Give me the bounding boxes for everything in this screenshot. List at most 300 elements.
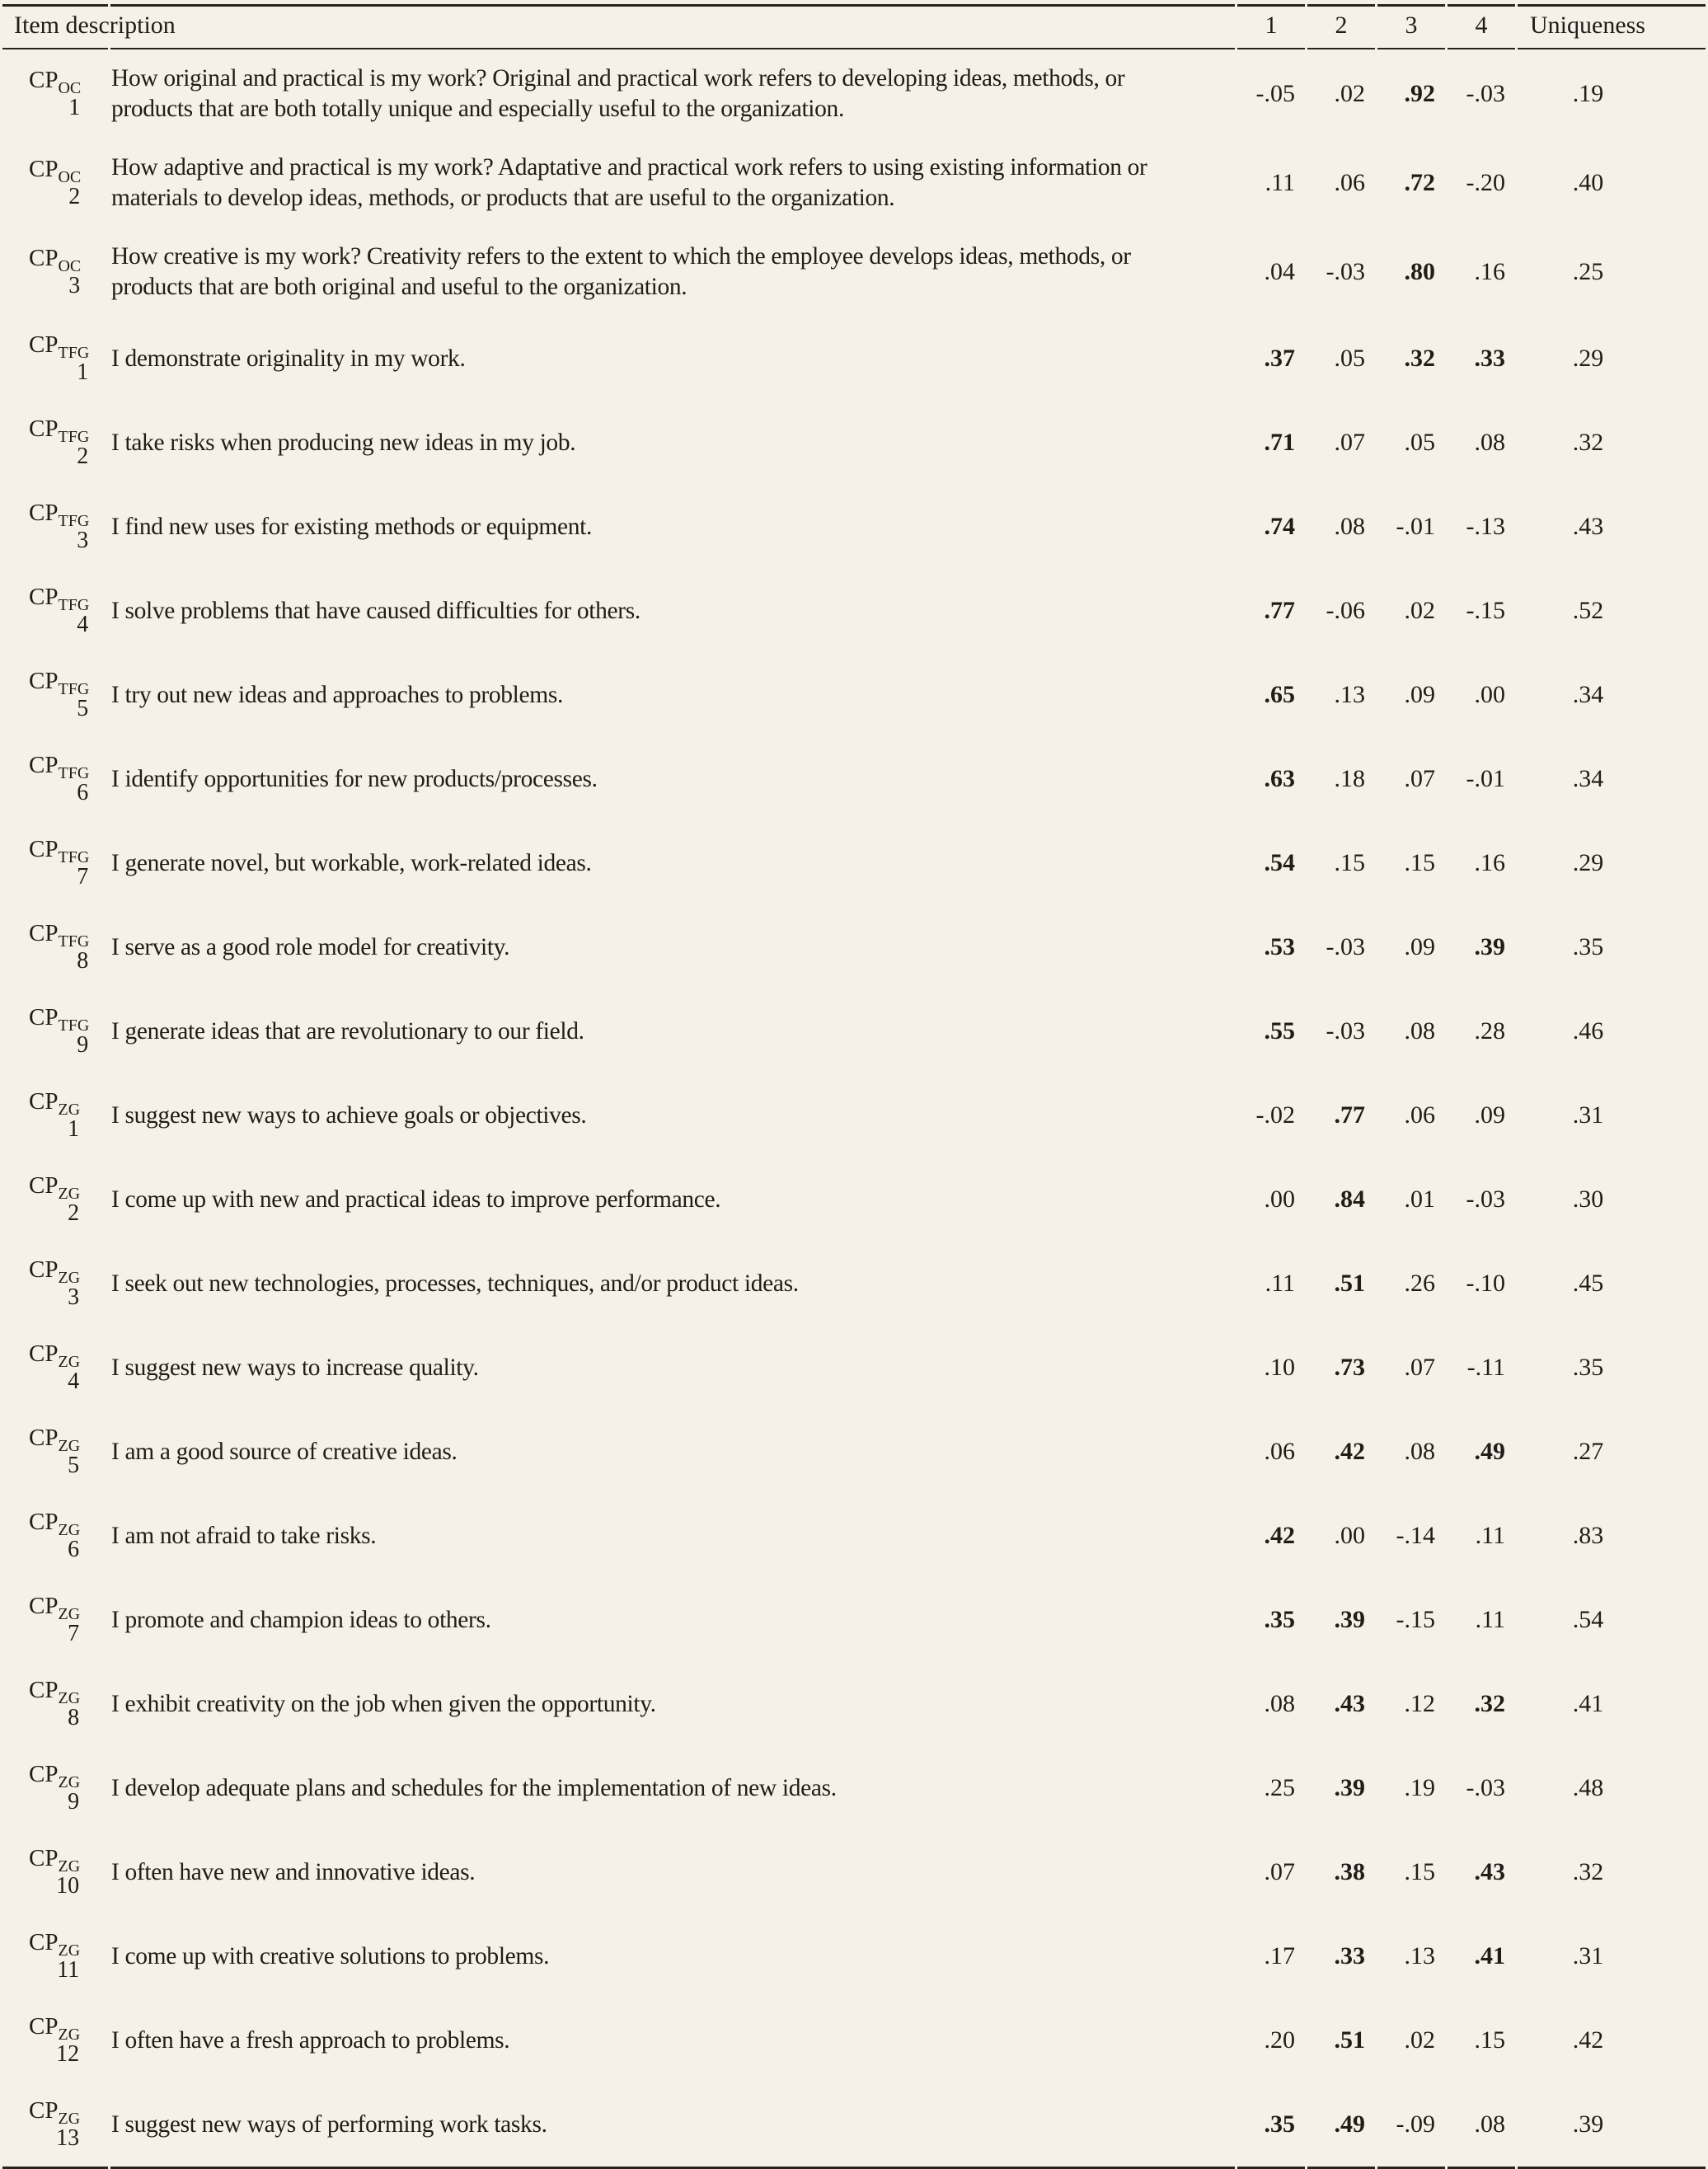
factor-4-loading: .15: [1474, 2026, 1505, 2054]
item-code-label: [29, 1424, 80, 1480]
factor-4-loading: .39: [1474, 933, 1505, 960]
item-code-label: [29, 2096, 80, 2153]
item-code: [2, 1157, 108, 1242]
factor-3-loading: -.15: [1396, 1606, 1435, 1633]
factor-4-loading: -.03: [1466, 1774, 1505, 1801]
item-code-subscript: TFG: [58, 511, 90, 530]
factor-3-loading: .07: [1404, 1354, 1435, 1381]
table-body: [2, 49, 1706, 2169]
factor-4-loading: .16: [1474, 258, 1505, 285]
item-code-prefix: CP: [29, 1509, 59, 1535]
uniqueness-value: .35: [1572, 933, 1604, 960]
item-code: [2, 138, 108, 228]
factor-3-loading: -.01: [1396, 513, 1435, 540]
item-code-prefix: CP: [29, 1340, 59, 1367]
item-description: I find new uses for existing methods or equipment.: [111, 513, 593, 540]
uniqueness-value: .45: [1572, 1270, 1604, 1297]
item-description: I promote and champion ideas to others.: [111, 1606, 491, 1633]
item-code-label: [29, 919, 89, 975]
item-code-label: [29, 1087, 80, 1143]
factor-1-loading: .55: [1264, 1017, 1295, 1045]
factor-2-loading: .33: [1334, 1942, 1365, 1969]
factor-4-loading: -.10: [1466, 1270, 1505, 1297]
factor-4-loading: .49: [1474, 1438, 1505, 1465]
header-factor-1: 1: [1237, 4, 1305, 49]
item-code-subscript: ZG: [58, 1520, 81, 1539]
item-code-label: [29, 1676, 80, 1732]
table-row: [2, 1746, 1706, 1830]
table-row: [2, 1914, 1706, 1998]
item-code: [2, 1998, 108, 2082]
item-code-number: 1: [68, 95, 81, 120]
factor-1-loading: .08: [1264, 1690, 1295, 1717]
item-code-number: 11: [57, 1957, 80, 1983]
item-description: I take risks when producing new ideas in my job.: [111, 429, 576, 456]
table-row: [2, 1157, 1706, 1242]
factor-1-loading: .10: [1264, 1354, 1295, 1381]
item-code-subscript: ZG: [58, 1100, 81, 1119]
item-description: How adaptive and practical is my work? Adaptative and practical work refers to using existing information or materials to develop ideas, methods, or products that are useful to the organization.: [111, 154, 1147, 211]
factor-4-loading: .33: [1474, 345, 1505, 372]
factor-1-loading: .25: [1264, 1774, 1295, 1801]
factor-3-loading: .08: [1404, 1438, 1435, 1465]
table-row: [2, 569, 1706, 653]
table-row: [2, 1662, 1706, 1746]
factor-1-loading: .71: [1264, 429, 1295, 456]
item-description: I suggest new ways to increase quality.: [111, 1354, 479, 1381]
factor-2-loading: .08: [1334, 513, 1365, 540]
item-code-prefix: CP: [29, 500, 59, 526]
item-code-number: 2: [77, 444, 89, 469]
factor-4-loading: .28: [1474, 1017, 1505, 1045]
item-code: [2, 1242, 108, 1326]
item-code-subscript: TFG: [58, 427, 90, 446]
item-code-subscript: TFG: [58, 1016, 90, 1035]
uniqueness-value: .48: [1572, 1774, 1604, 1801]
factor-3-loading: .26: [1404, 1270, 1435, 1297]
factor-4-loading: -.03: [1466, 80, 1505, 107]
item-code-number: 4: [77, 612, 89, 637]
factor-3-loading: -.14: [1396, 1522, 1435, 1549]
header-row: [2, 4, 1706, 49]
item-code: [2, 653, 108, 737]
factor-3-loading: .13: [1404, 1942, 1435, 1969]
item-code: [2, 228, 108, 317]
uniqueness-value: .39: [1518, 2082, 1706, 2169]
factor-1-loading: .65: [1264, 681, 1295, 708]
table-row: [2, 138, 1706, 228]
item-description: I serve as a good role model for creativity.: [111, 933, 510, 960]
factor-3-loading: .07: [1404, 765, 1435, 792]
item-code-number: 9: [77, 1032, 89, 1058]
item-code-label: [29, 1340, 80, 1396]
item-description: I am not afraid to take risks.: [111, 1522, 377, 1549]
uniqueness-value: .35: [1572, 1354, 1604, 1381]
factor-1-loading: .17: [1264, 1942, 1295, 1969]
factor-1-loading: .74: [1264, 513, 1295, 540]
item-code-subscript: ZG: [58, 1604, 81, 1623]
item-description: I come up with new and practical ideas to improve performance.: [111, 1185, 721, 1213]
item-code-number: 7: [68, 1621, 80, 1646]
item-code-prefix: CP: [29, 836, 59, 862]
factor-1-loading: .77: [1264, 597, 1295, 624]
item-code: [2, 1073, 108, 1157]
uniqueness-value: .42: [1572, 2026, 1604, 2054]
item-code-label: [29, 1928, 80, 1984]
uniqueness-value: .32: [1572, 429, 1604, 456]
factor-1-loading: .06: [1264, 1438, 1295, 1465]
uniqueness-value: .34: [1572, 765, 1604, 792]
item-code-subscript: TFG: [58, 679, 90, 698]
factor-1-loading: .11: [1265, 1270, 1295, 1297]
item-code-prefix: CP: [29, 1256, 59, 1283]
item-description: I often have a fresh approach to problems.: [111, 2026, 510, 2054]
factor-1-loading: .07: [1264, 1858, 1295, 1885]
item-description: I generate novel, but workable, work-related ideas.: [111, 849, 592, 876]
factor-2-loading: .05: [1334, 345, 1365, 372]
factor-2-loading: .51: [1334, 2026, 1365, 2054]
item-code-subscript: ZG: [58, 2109, 81, 2128]
item-code-label: [29, 499, 89, 555]
item-code-label: [29, 1256, 80, 1312]
item-code: [2, 1830, 108, 1914]
item-code: [2, 1494, 108, 1578]
table-row: [2, 1830, 1706, 1914]
factor-2-loading: .02: [1334, 80, 1365, 107]
factor-3-loading: .80: [1404, 258, 1435, 285]
item-code-label: [29, 1508, 80, 1564]
item-code-subscript: ZG: [58, 1772, 81, 1791]
item-description: I suggest new ways to achieve goals or objectives.: [111, 1101, 587, 1129]
item-code-subscript: OC: [58, 256, 82, 275]
factor-3-loading: .19: [1404, 1774, 1435, 1801]
item-code-number: 6: [68, 1537, 80, 1562]
factor-4-loading: .16: [1474, 849, 1505, 876]
item-code-number: 3: [77, 528, 89, 553]
table-row: [2, 653, 1706, 737]
item-code-label: [29, 66, 81, 122]
item-code-number: 1: [77, 359, 89, 385]
item-code-subscript: ZG: [58, 1941, 81, 1960]
item-code-number: 10: [56, 1873, 80, 1899]
factor-1-loading: .20: [1264, 2026, 1295, 2054]
factor-3-loading: .05: [1404, 429, 1435, 456]
factor-1-loading: .37: [1264, 345, 1295, 372]
factor-3-loading: .08: [1404, 1017, 1435, 1045]
item-code-prefix: CP: [29, 752, 59, 778]
item-code: [2, 401, 108, 485]
uniqueness-value: .41: [1572, 1690, 1604, 1717]
item-code-number: 12: [56, 2041, 80, 2067]
table-row: [2, 317, 1706, 401]
item-code-subscript: ZG: [58, 1436, 81, 1455]
item-description: I try out new ideas and approaches to problems.: [111, 681, 563, 708]
item-code-prefix: CP: [29, 2097, 59, 2124]
item-code-subscript: ZG: [58, 1857, 81, 1876]
item-code-prefix: CP: [29, 1929, 59, 1955]
item-code-prefix: CP: [29, 1677, 59, 1703]
uniqueness-value: .46: [1572, 1017, 1604, 1045]
factor-2-loading: .07: [1334, 429, 1365, 456]
factor-3-loading: .92: [1404, 80, 1435, 107]
item-code-prefix: CP: [29, 1004, 59, 1031]
factor-4-loading: .09: [1474, 1101, 1505, 1129]
factor-2-loading: .38: [1334, 1858, 1365, 1885]
factor-4-loading: -.20: [1466, 169, 1505, 196]
item-code-label: [29, 1171, 80, 1228]
uniqueness-value: .29: [1572, 849, 1604, 876]
header-factor-2: 2: [1307, 4, 1375, 49]
factor-2-loading: .39: [1334, 1606, 1365, 1633]
item-code-subscript: OC: [58, 78, 82, 97]
factor-2-loading: .49: [1307, 2082, 1375, 2169]
item-description: I exhibit creativity on the job when given the opportunity.: [111, 1690, 656, 1717]
factor-3-loading: .72: [1404, 169, 1435, 196]
factor-4-loading: -.01: [1466, 765, 1505, 792]
item-code-number: 13: [56, 2125, 80, 2151]
header-uniqueness: Uniqueness: [1518, 4, 1706, 49]
item-code-number: 3: [68, 1284, 80, 1310]
item-description: I am a good source of creative ideas.: [111, 1438, 458, 1465]
table-row: [2, 989, 1706, 1073]
item-code-number: 4: [68, 1369, 80, 1394]
factor-1-loading: .11: [1265, 169, 1295, 196]
item-code-label: [29, 155, 81, 211]
item-code: [2, 821, 108, 905]
factor-1-loading: -.02: [1255, 1101, 1295, 1129]
item-code-label: [29, 244, 81, 300]
uniqueness-value: .32: [1572, 1858, 1604, 1885]
item-code-label: [29, 2012, 80, 2068]
item-code-subscript: TFG: [58, 763, 90, 782]
item-code-label: [29, 415, 89, 471]
item-code: [2, 1578, 108, 1662]
header-factor-4: 4: [1448, 4, 1515, 49]
item-description: I suggest new ways of performing work tasks.: [110, 2082, 1235, 2169]
table-row: [2, 1242, 1706, 1326]
factor-4-loading: -.15: [1466, 597, 1505, 624]
factor-1-loading: -.05: [1255, 80, 1295, 107]
uniqueness-value: .43: [1572, 513, 1604, 540]
factor-1-loading: .53: [1264, 933, 1295, 960]
table-row: [2, 1410, 1706, 1494]
factor-2-loading: .84: [1334, 1185, 1365, 1213]
factor-4-loading: -.13: [1466, 513, 1505, 540]
item-code-prefix: CP: [29, 2013, 59, 2040]
item-code-label: [29, 667, 89, 723]
factor-4-loading: .11: [1475, 1522, 1505, 1549]
factor-2-loading: .00: [1334, 1522, 1365, 1549]
item-code-prefix: CP: [29, 67, 59, 93]
item-code-subscript: ZG: [58, 2025, 81, 2044]
table-row: [2, 228, 1706, 317]
item-code: [2, 2082, 108, 2169]
uniqueness-value: .29: [1572, 345, 1604, 372]
item-description: I develop adequate plans and schedules for the implementation of new ideas.: [111, 1774, 837, 1801]
table-row: [2, 1578, 1706, 1662]
factor-3-loading: .15: [1404, 1858, 1435, 1885]
item-code: [2, 485, 108, 569]
factor-2-loading: .39: [1334, 1774, 1365, 1801]
factor-2-loading: -.03: [1326, 1017, 1365, 1045]
factor-2-loading: -.03: [1326, 933, 1365, 960]
item-code-prefix: CP: [29, 1593, 59, 1619]
factor-3-loading: -.09: [1377, 2082, 1445, 2169]
uniqueness-value: .40: [1572, 169, 1604, 196]
uniqueness-value: .31: [1572, 1101, 1604, 1129]
item-code-prefix: CP: [29, 1088, 59, 1115]
factor-4-loading: .11: [1475, 1606, 1505, 1633]
factor-1-loading: .63: [1264, 765, 1295, 792]
item-code-subscript: ZG: [58, 1184, 81, 1203]
factor-4-loading: .32: [1474, 1690, 1505, 1717]
item-code-subscript: ZG: [58, 1268, 81, 1287]
item-code-subscript: TFG: [58, 847, 90, 866]
item-code: [2, 1410, 108, 1494]
item-description: I often have new and innovative ideas.: [111, 1858, 476, 1885]
item-code-subscript: TFG: [58, 932, 90, 951]
factor-3-loading: .06: [1404, 1101, 1435, 1129]
item-code-number: 5: [77, 696, 89, 721]
factor-1-loading: .00: [1264, 1185, 1295, 1213]
item-description: How creative is my work? Creativity refers to the extent to which the employee develops ideas, methods, or products that are both original and useful to the organization.: [111, 243, 1131, 300]
factor-4-loading: .41: [1474, 1942, 1505, 1969]
factor-loadings-table: [0, 4, 1708, 2169]
factor-1-loading: .42: [1264, 1522, 1295, 1549]
item-code-number: 7: [77, 864, 89, 890]
item-code-prefix: CP: [29, 668, 59, 694]
item-code: [2, 737, 108, 821]
factor-1-loading: .54: [1264, 849, 1295, 876]
uniqueness-value: .25: [1572, 258, 1604, 285]
item-code: [2, 317, 108, 401]
factor-2-loading: .06: [1334, 169, 1365, 196]
uniqueness-value: .83: [1572, 1522, 1604, 1549]
factor-2-loading: .51: [1334, 1270, 1365, 1297]
factor-4-loading: .00: [1474, 681, 1505, 708]
header-spacer: [110, 4, 1235, 49]
item-code-prefix: CP: [29, 331, 59, 358]
item-code-prefix: CP: [29, 156, 59, 182]
table-row: [2, 2082, 1706, 2169]
factor-2-loading: .42: [1334, 1438, 1365, 1465]
table-row: [2, 1998, 1706, 2082]
factor-3-loading: .02: [1404, 597, 1435, 624]
table-row: [2, 1494, 1706, 1578]
item-code-number: 8: [68, 1705, 80, 1730]
uniqueness-value: .19: [1572, 80, 1604, 107]
table-header: [2, 4, 1706, 49]
table-row: [2, 401, 1706, 485]
item-description: I solve problems that have caused difficulties for others.: [111, 597, 640, 624]
item-code-prefix: CP: [29, 1845, 59, 1871]
factor-2-loading: .13: [1334, 681, 1365, 708]
uniqueness-value: .54: [1572, 1606, 1604, 1633]
item-code: [2, 1746, 108, 1830]
factor-2-loading: .43: [1334, 1690, 1365, 1717]
item-code-number: 2: [68, 1200, 80, 1226]
item-code-prefix: CP: [29, 920, 59, 946]
item-code-label: [29, 1844, 80, 1900]
factor-3-loading: .32: [1404, 345, 1435, 372]
item-code: [2, 989, 108, 1073]
item-code-prefix: CP: [29, 245, 59, 271]
item-code-number: 2: [68, 184, 81, 209]
item-code-prefix: CP: [29, 415, 59, 442]
item-code-prefix: CP: [29, 1761, 59, 1787]
factor-2-loading: -.03: [1326, 258, 1365, 285]
item-description: I seek out new technologies, processes, techniques, and/or product ideas.: [111, 1270, 799, 1297]
item-code-number: 5: [68, 1453, 80, 1478]
table-row: [2, 737, 1706, 821]
item-code-prefix: CP: [29, 1425, 59, 1451]
factor-4-loading: .08: [1474, 429, 1505, 456]
item-code: [2, 905, 108, 989]
item-code-label: [29, 1760, 80, 1816]
item-code-prefix: CP: [29, 584, 59, 610]
table-row: [2, 905, 1706, 989]
item-code: [2, 1914, 108, 1998]
item-code-label: [29, 1003, 89, 1059]
factor-3-loading: .09: [1404, 681, 1435, 708]
item-description: I identify opportunities for new products/processes.: [111, 765, 598, 792]
factor-2-loading: .15: [1334, 849, 1365, 876]
uniqueness-value: .31: [1572, 1942, 1604, 1969]
item-code-subscript: TFG: [58, 595, 90, 614]
table-row: [2, 821, 1706, 905]
factor-2-loading: .77: [1334, 1101, 1365, 1129]
table-row: [2, 1073, 1706, 1157]
uniqueness-value: .30: [1572, 1185, 1604, 1213]
uniqueness-value: .27: [1572, 1438, 1604, 1465]
item-code: [2, 1662, 108, 1746]
item-description: I generate ideas that are revolutionary to our field.: [111, 1017, 584, 1045]
item-description: I come up with creative solutions to problems.: [111, 1942, 550, 1969]
item-description: How original and practical is my work? Original and practical work refers to developing ideas, methods, or products that are both totally unique and especially useful to the organization.: [111, 65, 1125, 122]
factor-3-loading: .01: [1404, 1185, 1435, 1213]
header-item-description: Item description: [2, 4, 108, 49]
factor-4-loading: .43: [1474, 1858, 1505, 1885]
item-code-subscript: OC: [58, 167, 82, 186]
factor-2-loading: .73: [1334, 1354, 1365, 1381]
table-row: [2, 49, 1706, 138]
factor-4-loading: .08: [1448, 2082, 1515, 2169]
factor-2-loading: .18: [1334, 765, 1365, 792]
item-code-number: 8: [77, 948, 89, 974]
factor-3-loading: .12: [1404, 1690, 1435, 1717]
table-row: [2, 1326, 1706, 1410]
item-code-subscript: TFG: [58, 343, 90, 362]
factor-3-loading: .09: [1404, 933, 1435, 960]
item-code-prefix: CP: [29, 1172, 59, 1199]
factor-1-loading: .35: [1264, 1606, 1295, 1633]
header-factor-3: 3: [1377, 4, 1445, 49]
factor-4-loading: -.03: [1466, 1185, 1505, 1213]
uniqueness-value: .52: [1572, 597, 1604, 624]
item-code-number: 9: [68, 1789, 80, 1815]
table-row: [2, 485, 1706, 569]
item-code-label: [29, 751, 89, 807]
item-code: [2, 569, 108, 653]
factor-1-loading: .04: [1264, 258, 1295, 285]
item-code-number: 3: [68, 273, 81, 298]
item-code-label: [29, 331, 89, 387]
item-code-label: [29, 1592, 80, 1648]
item-code-subscript: ZG: [58, 1352, 81, 1371]
item-description: I demonstrate originality in my work.: [111, 345, 466, 372]
item-code: [2, 1326, 108, 1410]
item-code-label: [29, 835, 89, 891]
